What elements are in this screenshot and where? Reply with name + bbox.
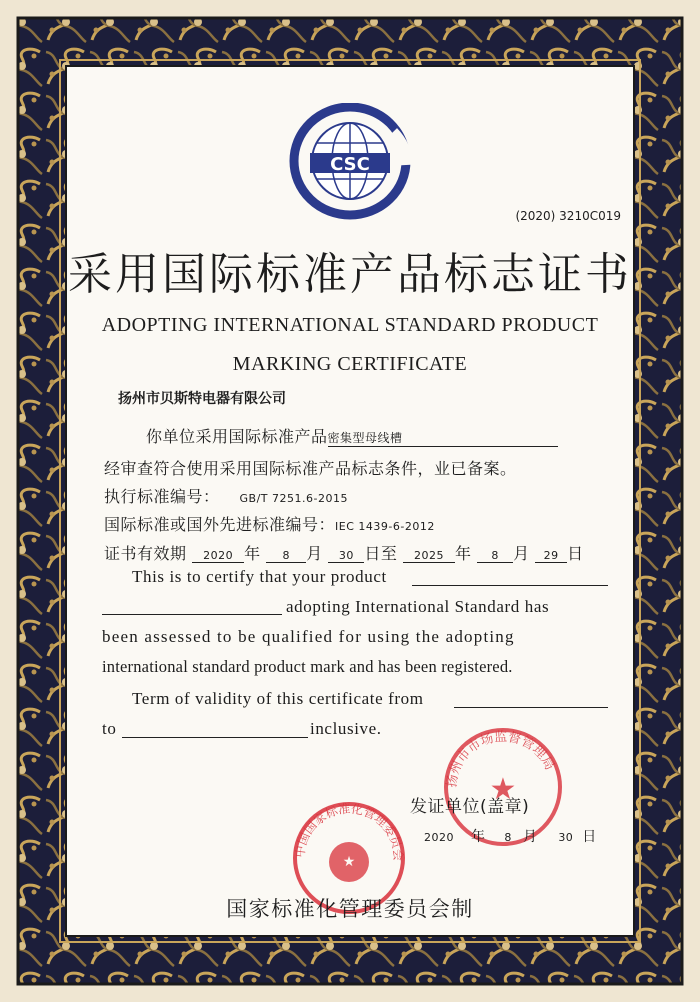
product-label: 你单位采用国际标准产品: [146, 427, 328, 446]
product-row: [146, 424, 558, 447]
validity-row: [104, 541, 584, 564]
issue-day: 30: [558, 831, 574, 844]
title-chinese: 采用国际标准产品标志证书: [68, 249, 632, 300]
unit-year: 年: [244, 544, 261, 563]
title-english-line1: ADOPTING INTERNATIONAL STANDARD PRODUCT: [101, 314, 599, 336]
issuer-label: 发证单位(盖章): [410, 797, 530, 817]
product-value: 密集型母线槽: [327, 431, 403, 445]
issue-date: [424, 826, 597, 846]
validity-end-day: 29: [535, 549, 567, 563]
unit-day: 日: [364, 544, 381, 563]
unit-year: 年: [454, 544, 472, 563]
issue-unit-year: 年: [470, 829, 486, 845]
csc-logo: [288, 103, 426, 225]
certificate-number: (2020) 3210C019: [515, 209, 621, 223]
blank-line: [412, 585, 608, 586]
validity-end-year: 2025: [403, 549, 455, 563]
standard-value: GB/T 7251.6-2015: [239, 492, 348, 505]
english-line1: This is to certify that your product: [132, 567, 387, 586]
blank-line: [122, 737, 308, 738]
seal-left-text: 中国国家标准化管理委员会: [292, 801, 406, 862]
unit-day: 日: [567, 544, 584, 563]
approval-text: 经审查符合使用采用国际标准产品标志条件，业已备案。: [104, 459, 517, 478]
english-line3: been assessed to be qualified for using the adopting: [102, 627, 515, 646]
title-english-line2: MARKING CERTIFICATE: [232, 353, 468, 375]
logo-text: CSC: [330, 154, 370, 175]
footer-issuer: 国家标准化管理委员会制: [226, 897, 474, 921]
company-name: 扬州市贝斯特电器有限公司: [118, 391, 286, 407]
intl-standard-label: 国际标准或国外先进标准编号：: [104, 515, 336, 534]
standard-label: 执行标准编号：: [104, 487, 220, 506]
issue-year: 2020: [424, 831, 454, 844]
issue-unit-day: 日: [582, 829, 597, 845]
intl-standard-value: IEC 1439-6-2012: [335, 520, 435, 533]
seal-right-text: 扬州市市场监督管理局: [444, 729, 557, 789]
validity-start-month: 8: [266, 549, 306, 563]
validity-start-year: 2020: [192, 549, 244, 563]
issue-month: 8: [504, 831, 512, 844]
english-line5: Term of validity of this certificate from: [132, 689, 424, 708]
english-line2: adopting International Standard has: [286, 597, 550, 616]
to-text: 至: [380, 544, 398, 563]
intl-standard-row: [104, 512, 435, 535]
validity-start-day: 30: [328, 549, 364, 563]
english-to: to: [102, 719, 117, 738]
unit-month: 月: [513, 544, 530, 563]
standard-row: [104, 484, 348, 507]
validity-label: 证书有效期: [104, 544, 187, 563]
blank-line: [454, 707, 608, 708]
issue-unit-month: 月: [522, 829, 538, 845]
blank-line: [102, 614, 282, 615]
unit-month: 月: [306, 544, 323, 563]
svg-text:★: ★: [342, 854, 356, 870]
svg-text:★: ★: [489, 772, 517, 807]
english-line4: international standard product mark and has been registered.: [102, 657, 513, 676]
validity-end-month: 8: [477, 549, 513, 563]
english-inclusive: inclusive.: [310, 719, 382, 738]
